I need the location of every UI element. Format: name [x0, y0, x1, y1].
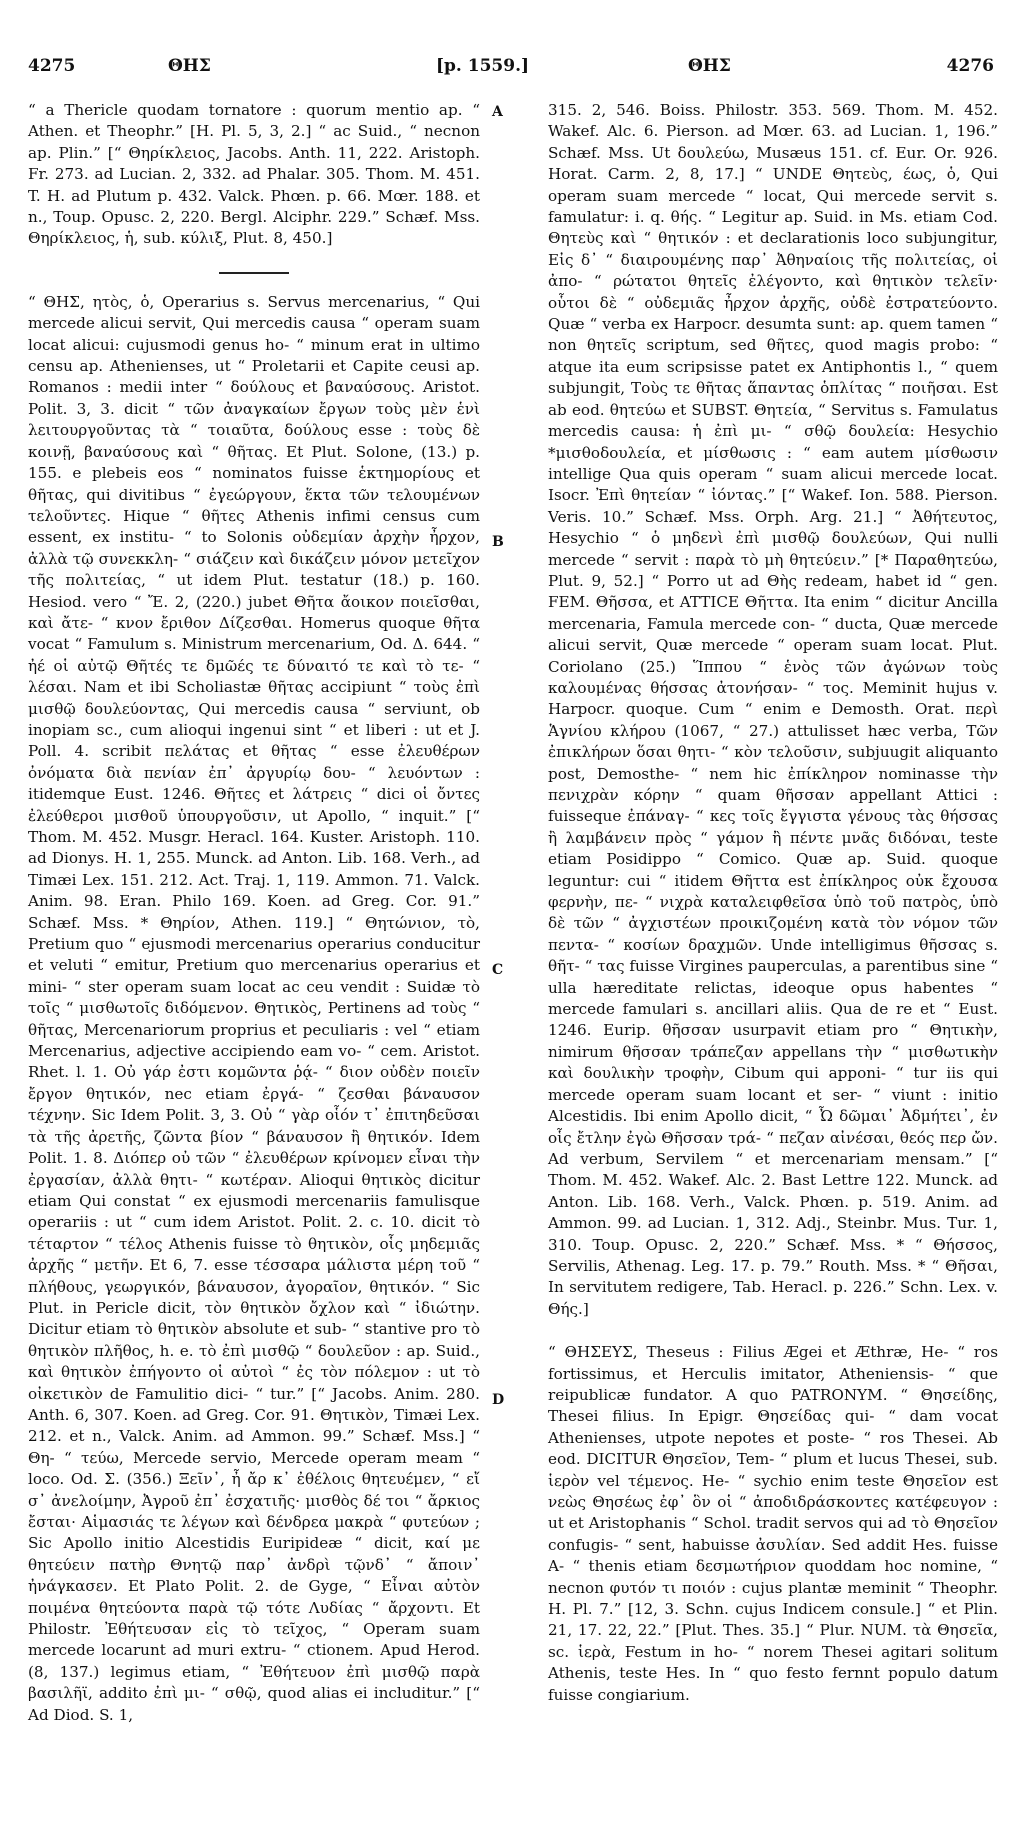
right-column	[548, 100, 998, 1708]
left-column	[28, 100, 480, 1728]
margin-letter-a: A	[492, 104, 503, 120]
right-page-number: 4276	[946, 56, 994, 76]
margin-letter-d: D	[492, 1392, 505, 1408]
entry-thes: “ ΘΗΣ, ητὸς, ὁ, Operarius s. Servus mercenarius, “ Qui mercede alicui servit, Qui mercedis causa “ operam suam locat alicui: cujusmodi genus ho- “ minum erat in ultimo censu ap. Athenienses, ut “ Proletarii et Capite ceusi ap. Romanos : medii inter “ δούλους et βαναύσους. Aristot. Polit. 3, 3. dicit “ τῶν ἀναγκαίων ἔργων τοὺς μὲν ἑνὶ λειτουργοῦντας τὰ “ τοιαῦτα, δούλους esse : τοὺς δὲ κοινῇ, βαναύσους καὶ “ θῆτας. Et Plut. Solone, (13.) p. 155. e plebeis eos “ nominatos fuisse ἑκτημορίους et θῆτας, qui divitibus “ ἐγεώργουν, ἕκτα τῶν τελουμένων τελοῦντες. Hique “ θῆτες Athenis infimi census cum essent, ex institu- “ to Solonis οὐδεμίαν ἀρχὴν ἦρχον, ἀλλὰ τῷ συνεκκλη- “ σιάζειν καὶ δικάζειν μόνον μετεῖχον τῆς πολιτείας, “ ut idem Plut. testatur (18.) p. 160. Hesiod. vero “ Ἔ. 2, (220.) jubet Θῆτα ἄοικον ποιεῖσθαι, καὶ ἄτε- “ κνον ἔριθον Δίζεσθαι. Homerus quoque θῆτα vocat “ Famulum s. Ministrum mercenarium, Od. Δ. 644. “ ἠέ οἱ αὐτῷ Θῆτές τε δμῶές τε δύναιτό τε καὶ τὸ τε- “ λέσαι. Nam et ibi Scholiastæ θῆτας accipiunt “ τοὺς ἐπὶ μισθῷ δουλεύοντας, Qui mercedis causa “ serviunt, ob inopiam sc., cum alioqui ingenui sint “ et liberi : ut et J. Poll. 4. scribit πελάτας et θῆτας “ esse ἐλευθέρων ὀνόματα διὰ πενίαν ἐπ᾽ ἀργυρίῳ δου- “ λευόντων : itidemque Eust. 1246. Θῆτες et λάτρεις “ dici οἱ ὄντες ἐλεύθεροι μισθοῦ ὑπουργοῦσιν, ut Apollo, “ inquit.” [“ Thom. M. 452. Musgr. Heracl. 164. Kuster. Aristoph. 110. ad Dionys. H. 1, 255. Munck. ad Anton. Lib. 168. Verh., ad Timæi Lex. 151. 212. Act. Traj. 1, 119. Ammon. 71. Valck. Anim. 98. Eran. Philo 169. Koen. ad Greg. Cor. 91.” Schæf. Mss. * Θηρίον, Athen. 119.] “ Θητώνιον, τὸ, Pretium quo “ ejusmodi mercenarius operarius conducitur et veluti “ emitur, Pretium quo mercenarius operarius et mini- “ ster operam suam locat ac ceu vendit : Suidæ τὸ τοῖς “ μισθωτοῖς διδόμενον. Θητικὸς, Pertinens ad τοὺς “ θῆτας, Mercenariorum proprius et peculiaris : vel “ etiam Mercenarius, adjective accipiendo eam vo- “ cem. Aristot. Rhet. l. 1. Οὐ γάρ ἐστι κομῶντα ῥᾴ- “ διον οὐδὲν ποιεῖν ἔργον θητικόν, nec etiam ἐργά- “ ζεσθαι βάναυσον τέχνην. Sic Idem Polit. 3, 3. Οὐ “ γὰρ οἷόν τ᾽ ἐπιτηδεῦσαι τὰ τῆς ἀρετῆς, ζῶντα βίον “ βάναυσον ἢ θητικόν. Idem Polit. 1. 8. Διόπερ οὐ τῶν “ ἐλευθέρων κρίνομεν εἶναι τὴν ἐργασίαν, ἀλλὰ θητι- “ κωτέραν. Alioqui θητικὸς dicitur etiam Qui constat “ ex ejusmodi mercenariis famulisque operariis : ut “ cum idem Aristot. Polit. 2. c. 10. dicit τὸ τέταρτον “ τέλος Athenis fuisse τὸ θητικὸν, οἷς μηδεμιᾶς ἀρχῆς “ μετῆν. Et 6, 7. esse τέσσαρα μάλιστα μέρη τοῦ “ πλήθους, γεωργικόν, βάναυσον, ἀγοραῖον, θητικόν. “ Sic Plut. in Pericle dicit, τὸν θητικὸν ὄχλον καὶ “ ἰδιώτην. Dicitur etiam τὸ θητικὸν absolute et sub- “ stantive pro τὸ θητικὸν πλῆθος, h. e. τὸ ἐπὶ μισθῷ “ δουλεῦον : ap. Suid., καὶ θητικὸν ἐπήγοντο οἱ αὐτοὶ “ ἐς τὸν πόλεμον : ut τὸ οἰκετικὸν de Famulitio dici- “ tur.” [“ Jacobs. Anim. 280. Anth. 6, 307. Koen. ad Greg. Cor. 91. Θητικὸν, Timæi Lex. 212. et n., Valck. Anim. ad Ammon. 99.” Schæf. Mss.] “ Θη- “ τεύω, Mercede servio, Mercede operam meam “ loco. Od. Σ. (356.) Ξεῖν᾽, ἦ ἄρ κ᾽ ἐθέλοις θητευέμεν, “ εἴ σ᾽ ἀνελοίμην, Ἀγροῦ ἐπ᾽ ἐσχατιῆς· μισθὸς δέ τοι “ ἄρκιος ἔσται· Αἱμασιάς τε λέγων καὶ δένδρεα μακρὰ “ φυτεύων ; Sic Apollo initio Alcestidis Euripideæ “ dicit, καί με θητεύειν πατὴρ Θνητῷ παρ᾽ ἀνδρὶ τῷνδ᾽ “ ἄποιν᾽ ἠνάγκασεν. Et Plato Polit. 2. de Gyge, “ Εἶναι αὐτὸν ποιμένα θητεύοντα παρὰ τῷ τότε Λυδίας “ ἄρχοντι. Et Philostr. Ἐθήτευσαν εἰς τὸ τεῖχος, “ Operam suam mercede locarunt ad muri extru- “ ctionem. Apud Herod. (8, 137.) legimus etiam, “ Ἐθήτευον ἐπὶ μισθῷ παρὰ βασιλῆϊ, addito ἐπὶ μι- “ σθῷ, quod alias ei includitur.” [“ Ad Diod. S. 1,	[28, 292, 480, 1724]
page-reference: [p. 1559.]	[436, 56, 530, 76]
left-page-number: 4275	[28, 56, 76, 76]
page-header	[28, 56, 994, 90]
right-running-title: ΘΗΣ	[688, 56, 731, 76]
entry-thericleus: “ a Thericle quodam tornatore : quorum mentio ap. “ Athen. et Theophr.” [H. Pl. 5, 3, 2.] “ ac Suid., “ necnon ap. Plin.” [“ Θηρίκλειος, Jacobs. Anth. 11, 222. Aristoph. Fr. 273. ad Lucian. 2, 332. ad Phalar. 305. Thom. M. 451. T. H. ad Plutum p. 432. Valck. Phœn. p. 66. Mœr. 188. et n., Toup. Opusc. 2, 220. Bergl. Alciphr. 229.” Schæf. Mss. Θηρίκλειος, ἡ, sub. κύλιξ, Plut. 8, 450.]	[28, 101, 480, 248]
margin-letter-b: B	[492, 534, 504, 550]
entry-thes-continued: 315. 2, 546. Boiss. Philostr. 353. 569. Thom. M. 452. Wakef. Alc. 6. Pierson. ad Mœr. 63. ad Lucian. 1, 196.” Schæf. Mss. Ut δουλεύω, Musæus 151. cf. Eur. Or. 926. Horat. Carm. 2, 8, 17.] “ UNDE Θητεὺς, έως, ὁ, Qui operam suam mercede “ locat, Qui mercede servit s. famulatur: i. q. θής. “ Legitur ap. Suid. in Ms. etiam Cod. Θητεὺς καὶ “ θητικόν : et declarationis loco subjungitur, Εἰς δ᾽ “ διαιρουμένης παρ᾽ Ἀθηναίοις τῆς πολιτείας, οἱ ἀπο- “ ρώτατοι θητεῖς ἐλέγοντο, καὶ θητικὸν τελεῖν· οὗτοι δὲ “ οὐδεμιᾶς ἦρχον ἀρχῆς, οὐδὲ ἐστρατεύοντο. Quæ “ verba ex Harpocr. desumta sunt: ap. quem tamen “ non θητεῖς scriptum, sed θῆτες, quod magis probo: “ atque ita eum scripsisse patet ex Antiphontis l., “ quem subjungit, Τοὺς τε θῆτας ἅπαντας ὁπλίτας “ ποιῆσαι. Est ab eod. θητεύω et SUBST. Θητεία, “ Servitus s. Famulatus mercedis causa: ἡ ἐπὶ μι- “ σθῷ δουλεία: Hesychio *μισθοδουλεία, et μίσθωσις : “ eam autem μίσθωσιν intellige Qua quis operam “ suam alicui mercede locat. Isocr. Ἐπὶ θητείαν “ ἰόντας.” [“ Wakef. Ion. 588. Pierson. Veris. 10.” Schæf. Mss. Orph. Arg. 21.] “ Ἀθήτευτος, Hesychio “ ὁ μηδενὶ ἐπὶ μισθῷ δουλεύων, Qui nulli mercede “ servit : παρὰ τὸ μὴ θητεύειν.” [* Παραθητεύω, Plut. 9, 52.] “ Porro ut ad Θὴς redeam, habet id “ gen. FEM. Θῆσσα, et ATTICE Θῆττα. Ita enim “ dicitur Ancilla mercenaria, Famula mercede con- “ ducta, Quæ mercede alicui servit, Quæ mercede “ operam suam locat. Plut. Coriolano (25.) Ἵππου “ ἑνὸς τῶν ἀγώνων τοὺς καλουμένας θήσσας ἀτονήσαν- “ τος. Meminit hujus v. Harpocr. quoque. Cum “ enim e Demosth. Orat. περὶ Ἁγνίου κλήρου (1067, “ 27.) attulisset hæc verba, Τῶν ἐπικλήρων ὅσαι θητι- “ κὸν τελοῦσιν, subjuugit aliquanto post, Demosthe- “ nem hic ἐπίκληρον nominasse τὴν πενιχρὰν κόρην “ quam θῆσσαν appellant Attici : fuisseque ἐπάναγ- “ κες τοῖς ἔγγιστα γένους τὰς θήσσας ἢ λαμβάνειν πρὸς “ γάμον ἢ πέντε μνᾶς διδόναι, teste etiam Posidippo “ Comico. Quæ ap. Suid. quoque leguntur: cui “ itidem Θῆττα est ἐπίκληρος οὐκ ἔχουσα φερνὴν, πε- “ νιχρὰ καταλειφθεῖσα ὑπὸ τοῦ πατρὸς, ὑπὸ δὲ τῶν “ ἀγχιστέων προικιζομένη κατὰ τὸν νόμον τῶν πεντα- “ κοσίων δραχμῶν. Unde intelligimus θῆσσας s. θῆτ- “ τας fuisse Virgines pauperculas, a parentibus sine “ ulla hæreditate relictas, ideoque opus habentes “ mercede famulari s. ancillari aliis. Qua de re et “ Eust. 1246. Eurip. θῆσσαν usurpavit etiam pro “ Θητικὴν, nimirum θῆσσαν τράπεζαν appellans τὴν “ μισθωτικὴν καὶ δουλικὴν τροφὴν, Cibum qui apponi- “ tur iis qui mercede operam suam locant et ser- “ viunt : initio Alcestidis. Ibi enim Apollo dicit, “ Ὦ δῶμαι᾽ Ἀδμήτει᾽, ἐν οἷς ἔτλην ἐγὼ Θῆσσαν τρά- “ πεζαν αἰνέσαι, θεός περ ὤν. Ad verbum, Servilem “ et mercenariam mensam.” [“ Thom. M. 452. Wakef. Alc. 2. Bast Lettre 122. Munck. ad Anton. Lib. 168. Verh., Valck. Phœn. p. 519. Anim. ad Ammon. 99. ad Lucian. 1, 312. Adj., Steinbr. Mus. Tur. 1, 310. Toup. Opusc. 2, 220.” Schæf. Mss. * “ Θήσσος, Servilis, Athenag. Leg. 17. p. 79.” Routh. Mss. * “ Θῆσαι, In servitutem redigere, Tab. Heracl. p. 226.” Schn. Lex. v. Θής.]	[548, 101, 998, 1318]
left-running-title: ΘΗΣ	[168, 56, 211, 76]
margin-letter-c: C	[492, 962, 504, 978]
entry-theseus: “ ΘΗΣΕΥΣ, Theseus : Filius Ægei et Æthræ, He- “ ros fortissimus, et Herculis imitator, Atheniensis- “ que reipublicæ fundator. A quo PATRONYM. “ Θησείδης, Thesei filius. In Epigr. Θησείδας qui- “ dam vocat Athenienses, utpote nepotes et poste- “ ros Thesei. Ab eod. DICITUR Θησεῖον, Tem- “ plum et lucus Thesei, sub. ἱερὸν vel τέμενος. He- “ sychio enim teste Θησεῖον est νεὼς Θησέως ἐφ᾽ ὃν οἱ “ ἀποδιδράσκοντες κατέφευγον : ut et Aristophanis “ Schol. tradit servos qui ad τὸ Θησεῖον confugis- “ sent, habuisse ἀσυλίαν. Sed addit Hes. fuisse A- “ thenis etiam δεσμωτήριον quoddam hoc nomine, “ necnon φυτόν τι ποιόν : cujus plantæ meminit “ Theophr. H. Pl. 7.” [12, 3. Schn. cujus Indicem consule.] “ et Plin. 21, 17. 22, 22.” [Plut. Thes. 35.] “ Plur. NUM. τὰ Θησεῖα, sc. ἱερὰ, Festum in ho- “ norem Thesei agitari solitum Athenis, teste Hes. In “ quo festo fernnt populo datum fuisse congiarium.	[548, 1343, 998, 1704]
section-divider	[219, 272, 289, 274]
